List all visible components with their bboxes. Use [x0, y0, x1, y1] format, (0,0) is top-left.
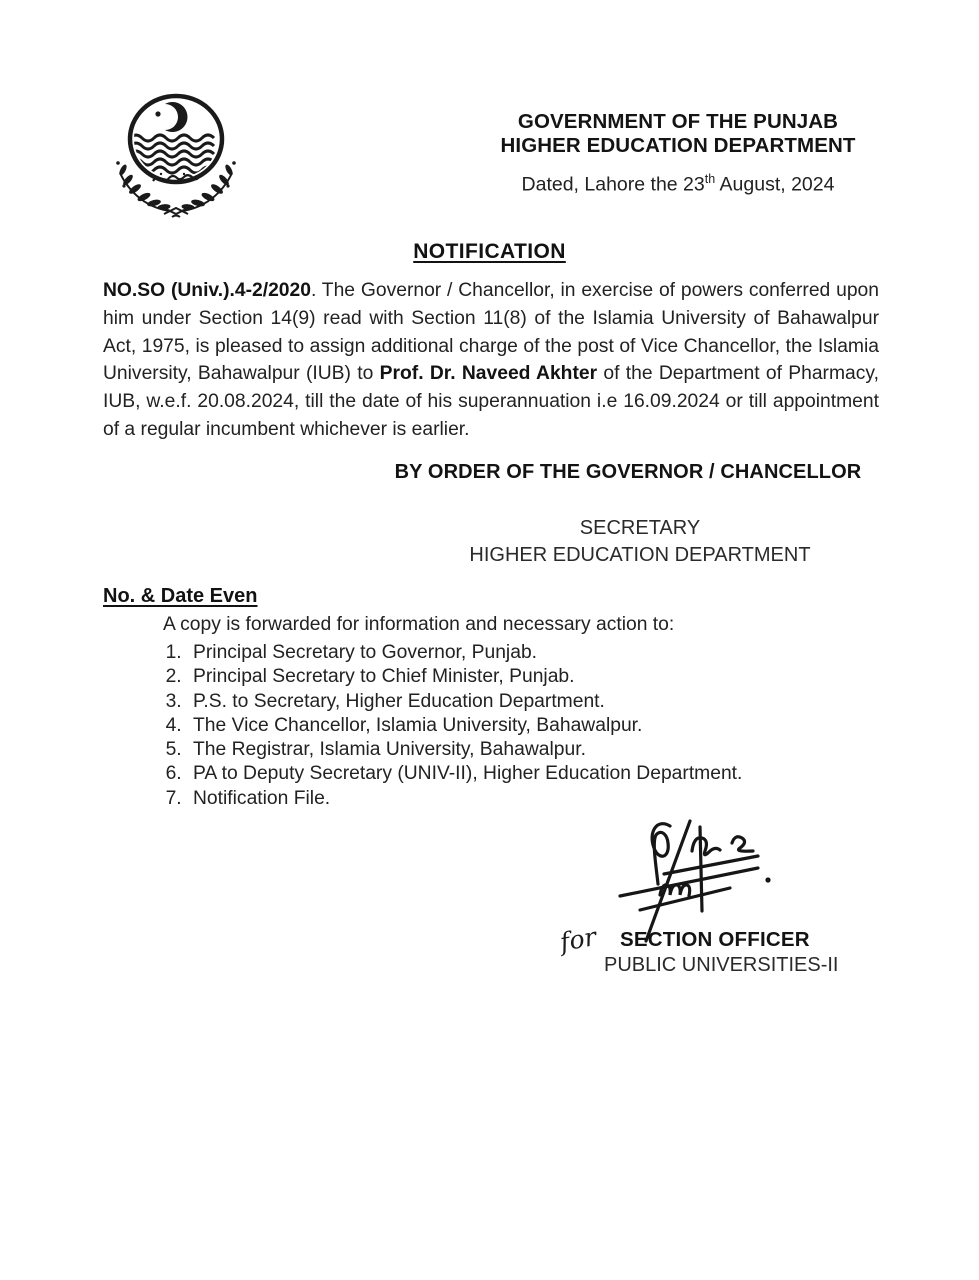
- date-suffix: August, 2024: [715, 173, 835, 196]
- distribution-item: 3. P.S. to Secretary, Higher Education Department.: [187, 690, 867, 714]
- signatory-title: SECRETARY: [579, 517, 701, 539]
- distribution-heading: No. & Date Even: [103, 585, 258, 607]
- by-order-line: BY ORDER OF THE GOVERNOR / CHANCELLOR: [394, 461, 862, 483]
- punjab-crest-logo: [106, 88, 268, 220]
- distribution-item: 4. The Vice Chancellor, Islamia University, Bahawalpur.: [187, 714, 867, 738]
- notification-title: NOTIFICATION: [413, 240, 566, 263]
- for-handwritten-word: for: [557, 922, 599, 957]
- distribution-item: 1. Principal Secretary to Governor, Punjab.: [187, 641, 867, 665]
- appointee-name: Prof. Dr. Naveed Akhter: [379, 363, 598, 385]
- date-line: [498, 172, 858, 197]
- body-text-before-name: . The Governor / Chancellor, in exercise of powers conferred upon him under Section 14(9) read with Section 11(8) of the Islamia University of Bahawalpur Act, 1975, is pleased to assign additional charge of the post of Vice Chancellor, the Islamia University, Bahawalpur (IUB) to: [103, 280, 879, 385]
- punjab-crest-icon: [106, 88, 268, 220]
- date-ordinal-superscript: th: [704, 172, 716, 186]
- distribution-list: [163, 641, 867, 811]
- department-name: HIGHER EDUCATION DEPARTMENT: [500, 134, 856, 157]
- distribution-intro: A copy is forwarded for information and necessary action to:: [163, 614, 675, 635]
- distribution-item: 2. Principal Secretary to Chief Minister, Punjab.: [187, 665, 867, 689]
- date-prefix: Dated, Lahore the 23: [521, 173, 705, 196]
- letterhead: [498, 110, 858, 197]
- signatory-block: [390, 515, 890, 569]
- government-name: GOVERNMENT OF THE PUNJAB: [517, 110, 839, 133]
- reference-number: NO.SO (Univ.).4-2/2020: [103, 280, 311, 301]
- officer-title: SECTION OFFICER: [620, 928, 810, 951]
- officer-section: PUBLIC UNIVERSITIES-II: [604, 954, 839, 976]
- notification-body: [103, 277, 879, 444]
- distribution-item: 7. Notification File.: [187, 787, 867, 811]
- body-text-after-name: of the Department of Pharmacy, IUB, w.e.f. 20.08.2024, till the date of his superannuation i.e 16.09.2024 or till appointment of a regular incumbent whichever is earlier.: [103, 363, 879, 440]
- signatory-department: HIGHER EDUCATION DEPARTMENT: [469, 544, 811, 566]
- distribution-item: 5. The Registrar, Islamia University, Bahawalpur.: [187, 738, 867, 762]
- distribution-item: 6. PA to Deputy Secretary (UNIV-II), Higher Education Department.: [187, 762, 867, 786]
